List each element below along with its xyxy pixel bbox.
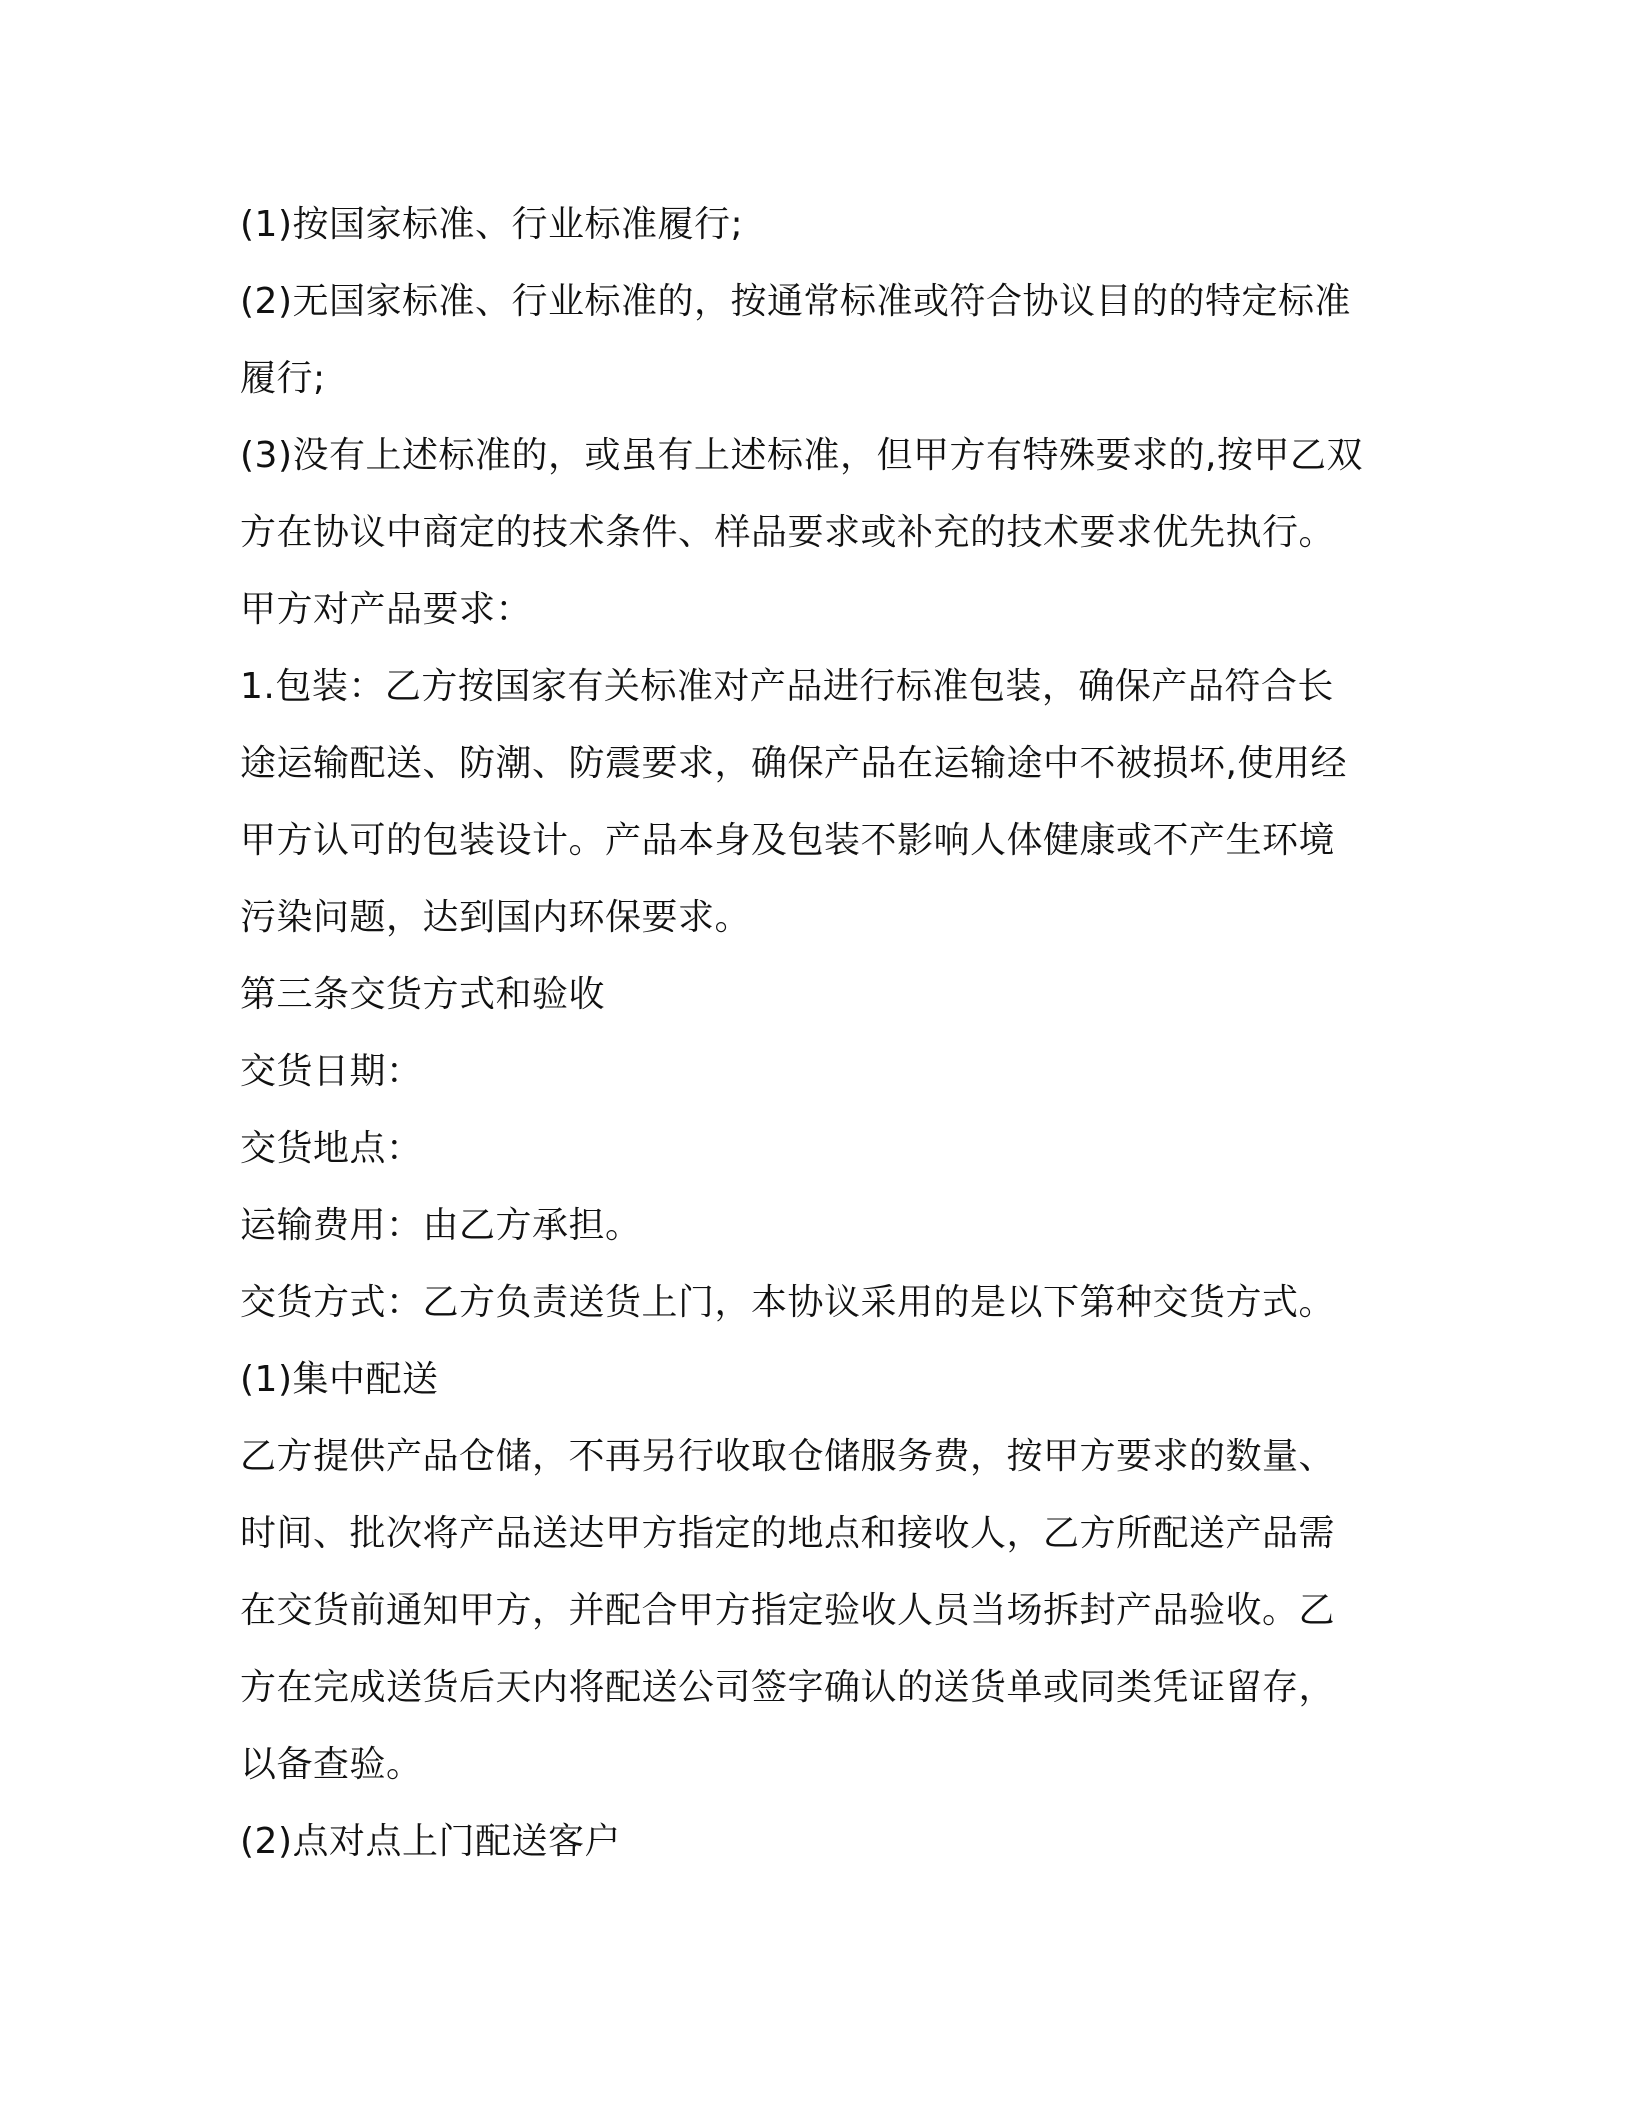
text-line: (1)按国家标准、行业标准履行; — [240, 204, 744, 245]
text-line: 履行; — [240, 358, 326, 399]
text-line: 1.包装：乙方按国家有关标准对产品进行标准包装，确保产品符合长 — [240, 666, 1334, 707]
text-line: 方在协议中商定的技术条件、样品要求或补充的技术要求优先执行。 — [240, 512, 1336, 553]
subsection-heading: (2)点对点上门配送客户 — [240, 1821, 621, 1862]
subsection-heading: (1)集中配送 — [240, 1359, 439, 1400]
text-line: 乙方提供产品仓储，不再另行收取仓储服务费，按甲方要求的数量、 — [240, 1436, 1336, 1477]
text-line: (3)没有上述标准的，或虽有上述标准，但甲方有特殊要求的,按甲乙双 — [240, 435, 1363, 476]
transport-cost-line: 运输费用：由乙方承担。 — [240, 1205, 642, 1246]
delivery-date-line: 交货日期： — [240, 1051, 423, 1092]
document-body — [240, 186, 1400, 1880]
text-line: 时间、批次将产品送达甲方指定的地点和接收人，乙方所配送产品需 — [240, 1513, 1336, 1554]
text-line: 甲方认可的包装设计。产品本身及包装不影响人体健康或不产生环境 — [240, 820, 1336, 861]
text-line: 途运输配送、防潮、防震要求，确保产品在运输途中不被损坏,使用经 — [240, 743, 1347, 784]
delivery-location-line: 交货地点： — [240, 1128, 423, 1169]
delivery-method-line: 交货方式：乙方负责送货上门，本协议采用的是以下第种交货方式。 — [240, 1282, 1336, 1323]
text-line: 方在完成送货后天内将配送公司签字确认的送货单或同类凭证留存， — [240, 1667, 1336, 1708]
text-line: 在交货前通知甲方，并配合甲方指定验收人员当场拆封产品验收。乙 — [240, 1590, 1336, 1631]
text-line: 污染问题，达到国内环保要求。 — [240, 897, 752, 938]
text-line: (2)无国家标准、行业标准的，按通常标准或符合协议目的的特定标准 — [240, 281, 1351, 322]
section-heading: 第三条交货方式和验收 — [240, 974, 606, 1015]
text-line: 以备查验。 — [240, 1744, 423, 1785]
section-heading: 甲方对产品要求： — [240, 589, 533, 630]
